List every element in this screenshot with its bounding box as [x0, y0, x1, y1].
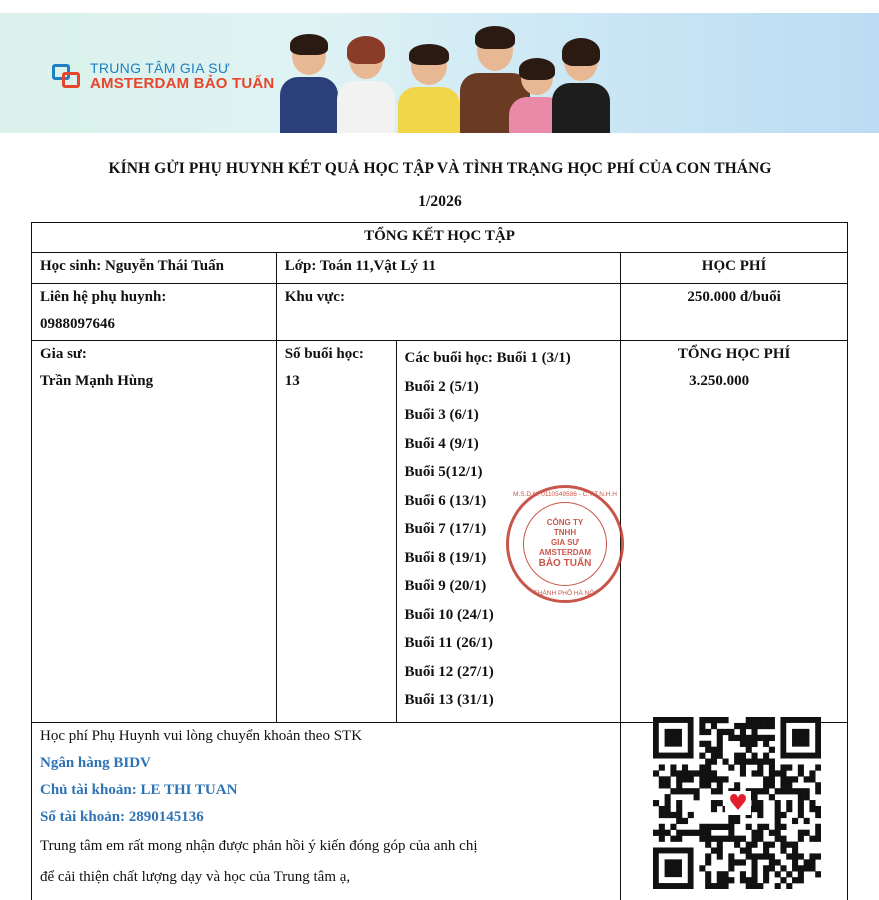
- payment-qr-code: [653, 717, 821, 889]
- list-item: Buổi 6 (13/1): [404, 492, 487, 509]
- tutor-name: Trần Mạnh Hùng: [40, 373, 154, 389]
- list-item: Buổi 7 (17/1): [404, 521, 487, 537]
- class-subjects: Lớp: Toán 11,Vật Lý 11: [276, 253, 621, 284]
- list-item: Buổi 8 (19/1): [404, 549, 487, 566]
- report-title-line1: KÍNH GỬI PHỤ HUYNH KÉT QUẢ HỌC TẬP VÀ TÌNH TRẠNG HỌC PHÍ CỦA CON THÁNG: [108, 160, 772, 177]
- total-fee-value: 3.250.000: [689, 373, 750, 389]
- list-item: Buổi 2 (5/1): [404, 378, 479, 395]
- student-name: Học sinh: Nguyễn Thái Tuấn: [32, 253, 277, 284]
- list-item: Buổi 12 (27/1): [404, 663, 494, 680]
- list-item: Buổi 10 (24/1): [404, 606, 494, 623]
- report-title-line2: 1/2026: [418, 193, 462, 210]
- list-item: Buổi 9 (20/1): [404, 578, 487, 594]
- bank-name: Ngân hàng BIDV: [40, 754, 151, 771]
- stamp-ring-top: M.S.D.N: 0110549586 - C.T.T.N.H.H: [513, 491, 617, 498]
- fee-header: HỌC PHÍ: [621, 253, 848, 284]
- total-fee-label: TỔNG HỌC PHÍ: [677, 346, 791, 362]
- account-number: Số tài khoản: 2890145136: [40, 808, 204, 825]
- parent-phone: 0988097646: [40, 316, 115, 332]
- table-header: TỔNG KẾT HỌC TẬP: [32, 223, 848, 253]
- parent-contact-label: Liên hệ phụ huynh:: [40, 289, 167, 305]
- list-item: Buổi 5(12/1): [404, 464, 483, 480]
- feedback-line2: để cải thiện chất lượng dạy và học của Trung tâm ạ,: [40, 868, 351, 885]
- fee-per-session: 250.000 đ/buổi: [621, 284, 848, 341]
- list-item: Buổi 11 (26/1): [404, 635, 493, 651]
- header-banner: [0, 13, 879, 133]
- heart-icon: ♥: [725, 791, 751, 815]
- sessions-count-cell: [276, 341, 396, 723]
- stamp-line2: TNHH: [553, 527, 577, 537]
- logo-line2: AMSTERDAM BẢO TUẤN: [90, 75, 275, 93]
- logo-line1: TRUNG TÂM GIA SƯ: [90, 60, 231, 76]
- payment-info: [32, 722, 621, 900]
- account-holder: Chủ tài khoản: LE THI TUAN: [40, 781, 238, 798]
- banner-photo-people: [272, 31, 612, 133]
- sessions-label: Các buổi học: Buổi 1 (3/1): [404, 350, 571, 366]
- parent-contact: [32, 284, 277, 341]
- list-item: Buổi 4 (9/1): [404, 435, 479, 452]
- list-item: Buổi 13 (31/1): [404, 692, 494, 708]
- list-item: Buổi 3 (6/1): [404, 407, 479, 423]
- stamp-line4: BẢO TUẤN: [538, 557, 592, 569]
- company-stamp: [506, 485, 624, 603]
- sessions-count: 13: [284, 373, 300, 389]
- sessions-count-label: Số buổi học:: [284, 346, 364, 362]
- center-logo: [52, 61, 274, 93]
- payment-instruction: Học phí Phụ Huynh vui lòng chuyển khoản theo STK: [40, 727, 363, 744]
- tutor-label: Gia sư:: [40, 346, 87, 362]
- feedback-line1: Trung tâm em rất mong nhận được phản hồi ý kiến đóng góp của anh chị: [40, 837, 478, 854]
- area: Khu vực:: [276, 284, 621, 341]
- stamp-line3: GIA SƯ AMSTERDAM: [539, 537, 591, 557]
- total-fee-cell: [621, 341, 848, 723]
- stamp-line1: CÔNG TY: [546, 517, 584, 527]
- logo-mark-icon: [52, 64, 82, 90]
- stamp-ring-bottom: THÀNH PHỐ HÀ NỘI: [533, 590, 597, 597]
- tutor-cell: [32, 341, 277, 723]
